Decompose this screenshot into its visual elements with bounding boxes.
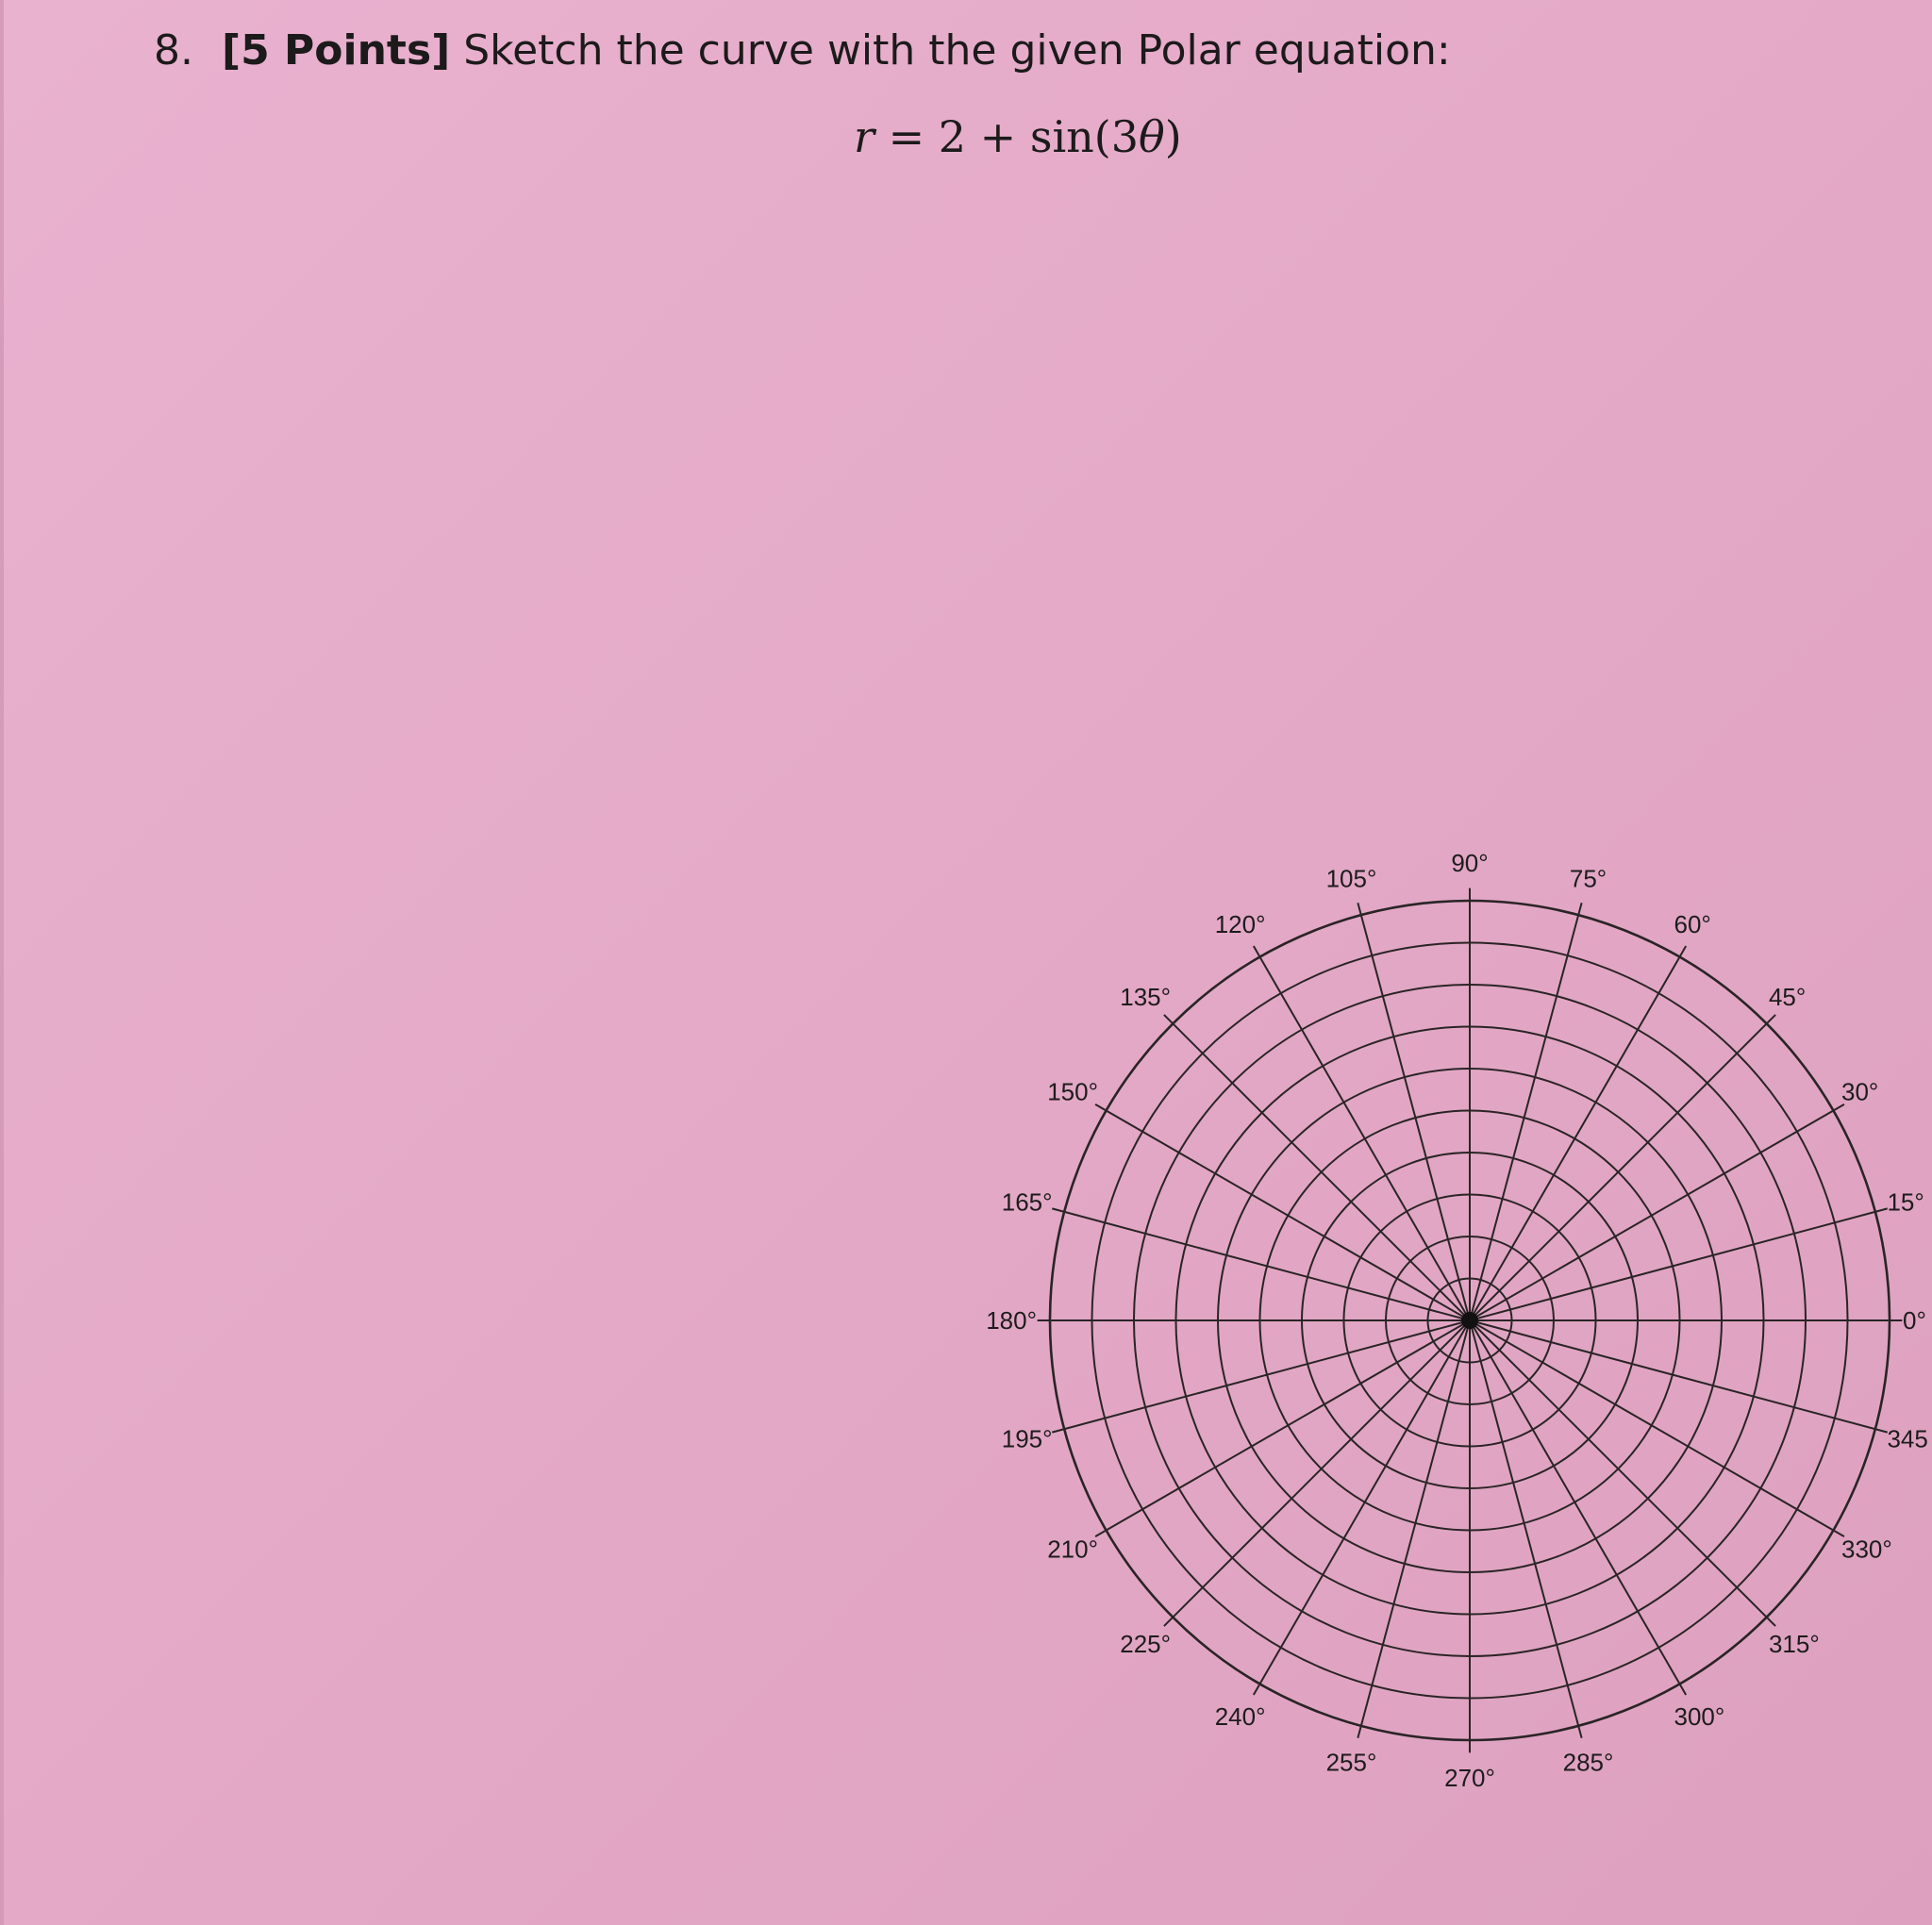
angle-label-105: 105° [1325,864,1377,893]
angle-label-270: 270° [1444,1764,1495,1792]
question-number: 8. [154,26,193,75]
spoke-315 [1470,1320,1775,1626]
equation-theta: θ [1139,111,1165,162]
angle-label-195: 195° [1001,1424,1053,1453]
angle-label-225: 225° [1120,1629,1172,1658]
angle-label-255: 255° [1325,1748,1377,1777]
angle-label-150: 150° [1047,1077,1098,1106]
angle-label-315: 315° [1768,1629,1820,1658]
angle-label-60: 60° [1674,909,1711,938]
question-prompt: Sketch the curve with the given Polar equation: [463,26,1451,75]
angle-label-180: 180° [986,1306,1037,1335]
angle-label-330: 330° [1841,1535,1892,1564]
angle-label-15: 15° [1887,1187,1924,1217]
angle-label-210: 210° [1047,1535,1098,1564]
question-points: [5 Points] [221,26,451,75]
spoke-135 [1164,1015,1470,1320]
angle-label-0: 0° [1903,1306,1926,1335]
angle-label-300: 300° [1674,1702,1725,1732]
equation-close: ) [1164,111,1182,162]
angle-label-120: 120° [1214,909,1266,938]
equation-rhs: = 2 + sin(3 [888,111,1140,162]
angle-label-345: 345 [1887,1424,1928,1453]
equation-r: r [854,111,874,162]
spoke-225 [1164,1320,1470,1626]
angle-label-240: 240° [1214,1702,1266,1732]
angle-label-165: 165° [1001,1187,1053,1217]
angle-label-30: 30° [1841,1077,1879,1106]
pole-point [1461,1312,1478,1329]
angle-label-135: 135° [1120,983,1172,1012]
angle-label-90: 90° [1451,849,1489,877]
spoke-45 [1470,1015,1775,1320]
angle-label-45: 45° [1768,983,1807,1012]
angle-label-285: 285° [1562,1748,1614,1777]
angle-label-75: 75° [1569,864,1607,893]
